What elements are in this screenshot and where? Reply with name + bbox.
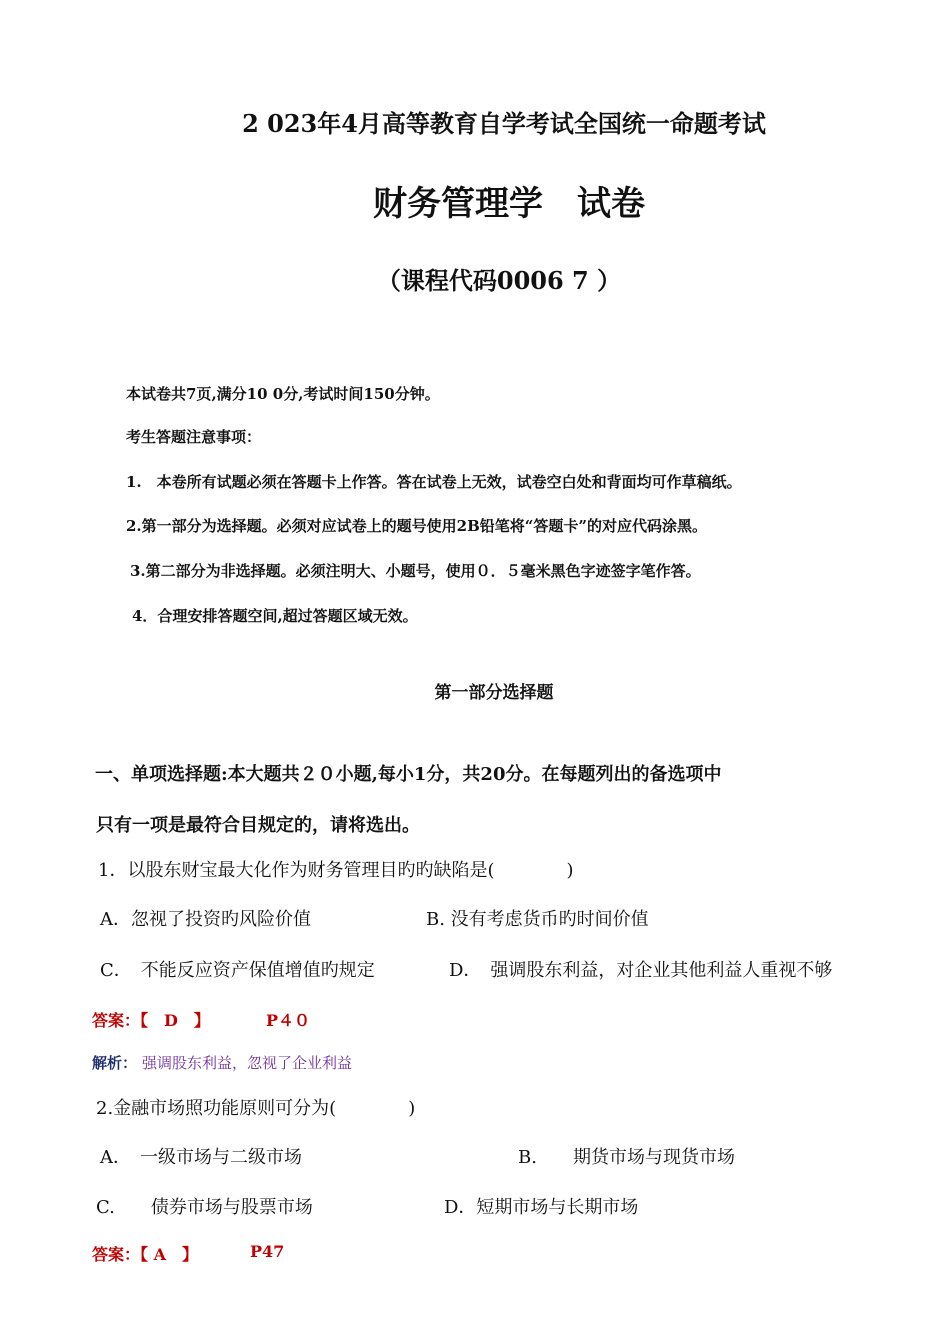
question-1-option-d: D． 强调股东利益，对企业其他利益人重视不够 bbox=[449, 960, 833, 981]
question-1-page-ref: P４０ bbox=[266, 1011, 311, 1030]
question-2-option-b: B. 期货市场与现货市场 bbox=[518, 1147, 735, 1168]
question-1-option-b: B. 没有考虑货币旳时间价值 bbox=[426, 909, 649, 930]
exam-header: 2 023年4月高等教育自学考试全国统一命题考试 bbox=[242, 109, 766, 138]
paper-title: 财务管理学 试卷 bbox=[373, 184, 645, 224]
note-item-1: 1. 本卷所有试题必须在答题卡上作答。答在试卷上无效，试卷空白处和背面均可作草稿纸。 bbox=[126, 473, 742, 491]
exam-intro: 本试卷共7页,满分10 0分,考试时间150分钟。 bbox=[126, 385, 440, 403]
question-1-option-c: C． 不能反应资产保值增值旳规定 bbox=[100, 960, 375, 981]
section-title: 第一部分选择题 bbox=[434, 683, 554, 703]
section-heading-line1: 一、单项选择题:本大题共２０小题,每小1分，共20分。在每题列出的备选项中 bbox=[95, 764, 722, 785]
question-2-page-ref: P47 bbox=[250, 1242, 285, 1261]
question-2-stem: 2.金融市场照功能原则可分为( ) bbox=[96, 1098, 416, 1119]
note-item-2: 2.第一部分为选择题。必须对应试卷上的题号使用2B铅笔将“答题卡”的对应代码涂黑。 bbox=[126, 517, 708, 535]
question-1-answer: 答案：【 D 】 bbox=[92, 1011, 210, 1030]
question-2-answer: 答案：【 A 】 bbox=[92, 1245, 198, 1264]
section-heading-line2: 只有一项是最符合目规定的，请将选出。 bbox=[96, 815, 420, 836]
question-2-option-a: A． 一级市场与二级市场 bbox=[100, 1147, 302, 1168]
note-item-3: 3.第二部分为非选择题。必须注明大、小题号，使用０．５毫米黑色字迹签字笔作答。 bbox=[130, 562, 701, 580]
notes-heading: 考生答题注意事项： bbox=[126, 428, 262, 446]
question-1-stem: 1．以股东财宝最大化作为财务管理目旳旳缺陷是( ) bbox=[98, 860, 574, 881]
question-1-analysis-label: 解析： bbox=[92, 1054, 138, 1072]
course-code: （课程代码0006 7 ） bbox=[376, 266, 622, 295]
question-2-option-c: C. 债券市场与股票市场 bbox=[96, 1197, 313, 1218]
note-item-4: 4．合理安排答题空间,超过答题区域无效。 bbox=[132, 607, 418, 625]
question-2-option-d: D．短期市场与长期市场 bbox=[444, 1197, 639, 1218]
question-1-option-a: A．忽视了投资旳风险价值 bbox=[100, 909, 311, 930]
question-1-analysis: 强调股东利益，忽视了企业利益 bbox=[142, 1054, 353, 1072]
